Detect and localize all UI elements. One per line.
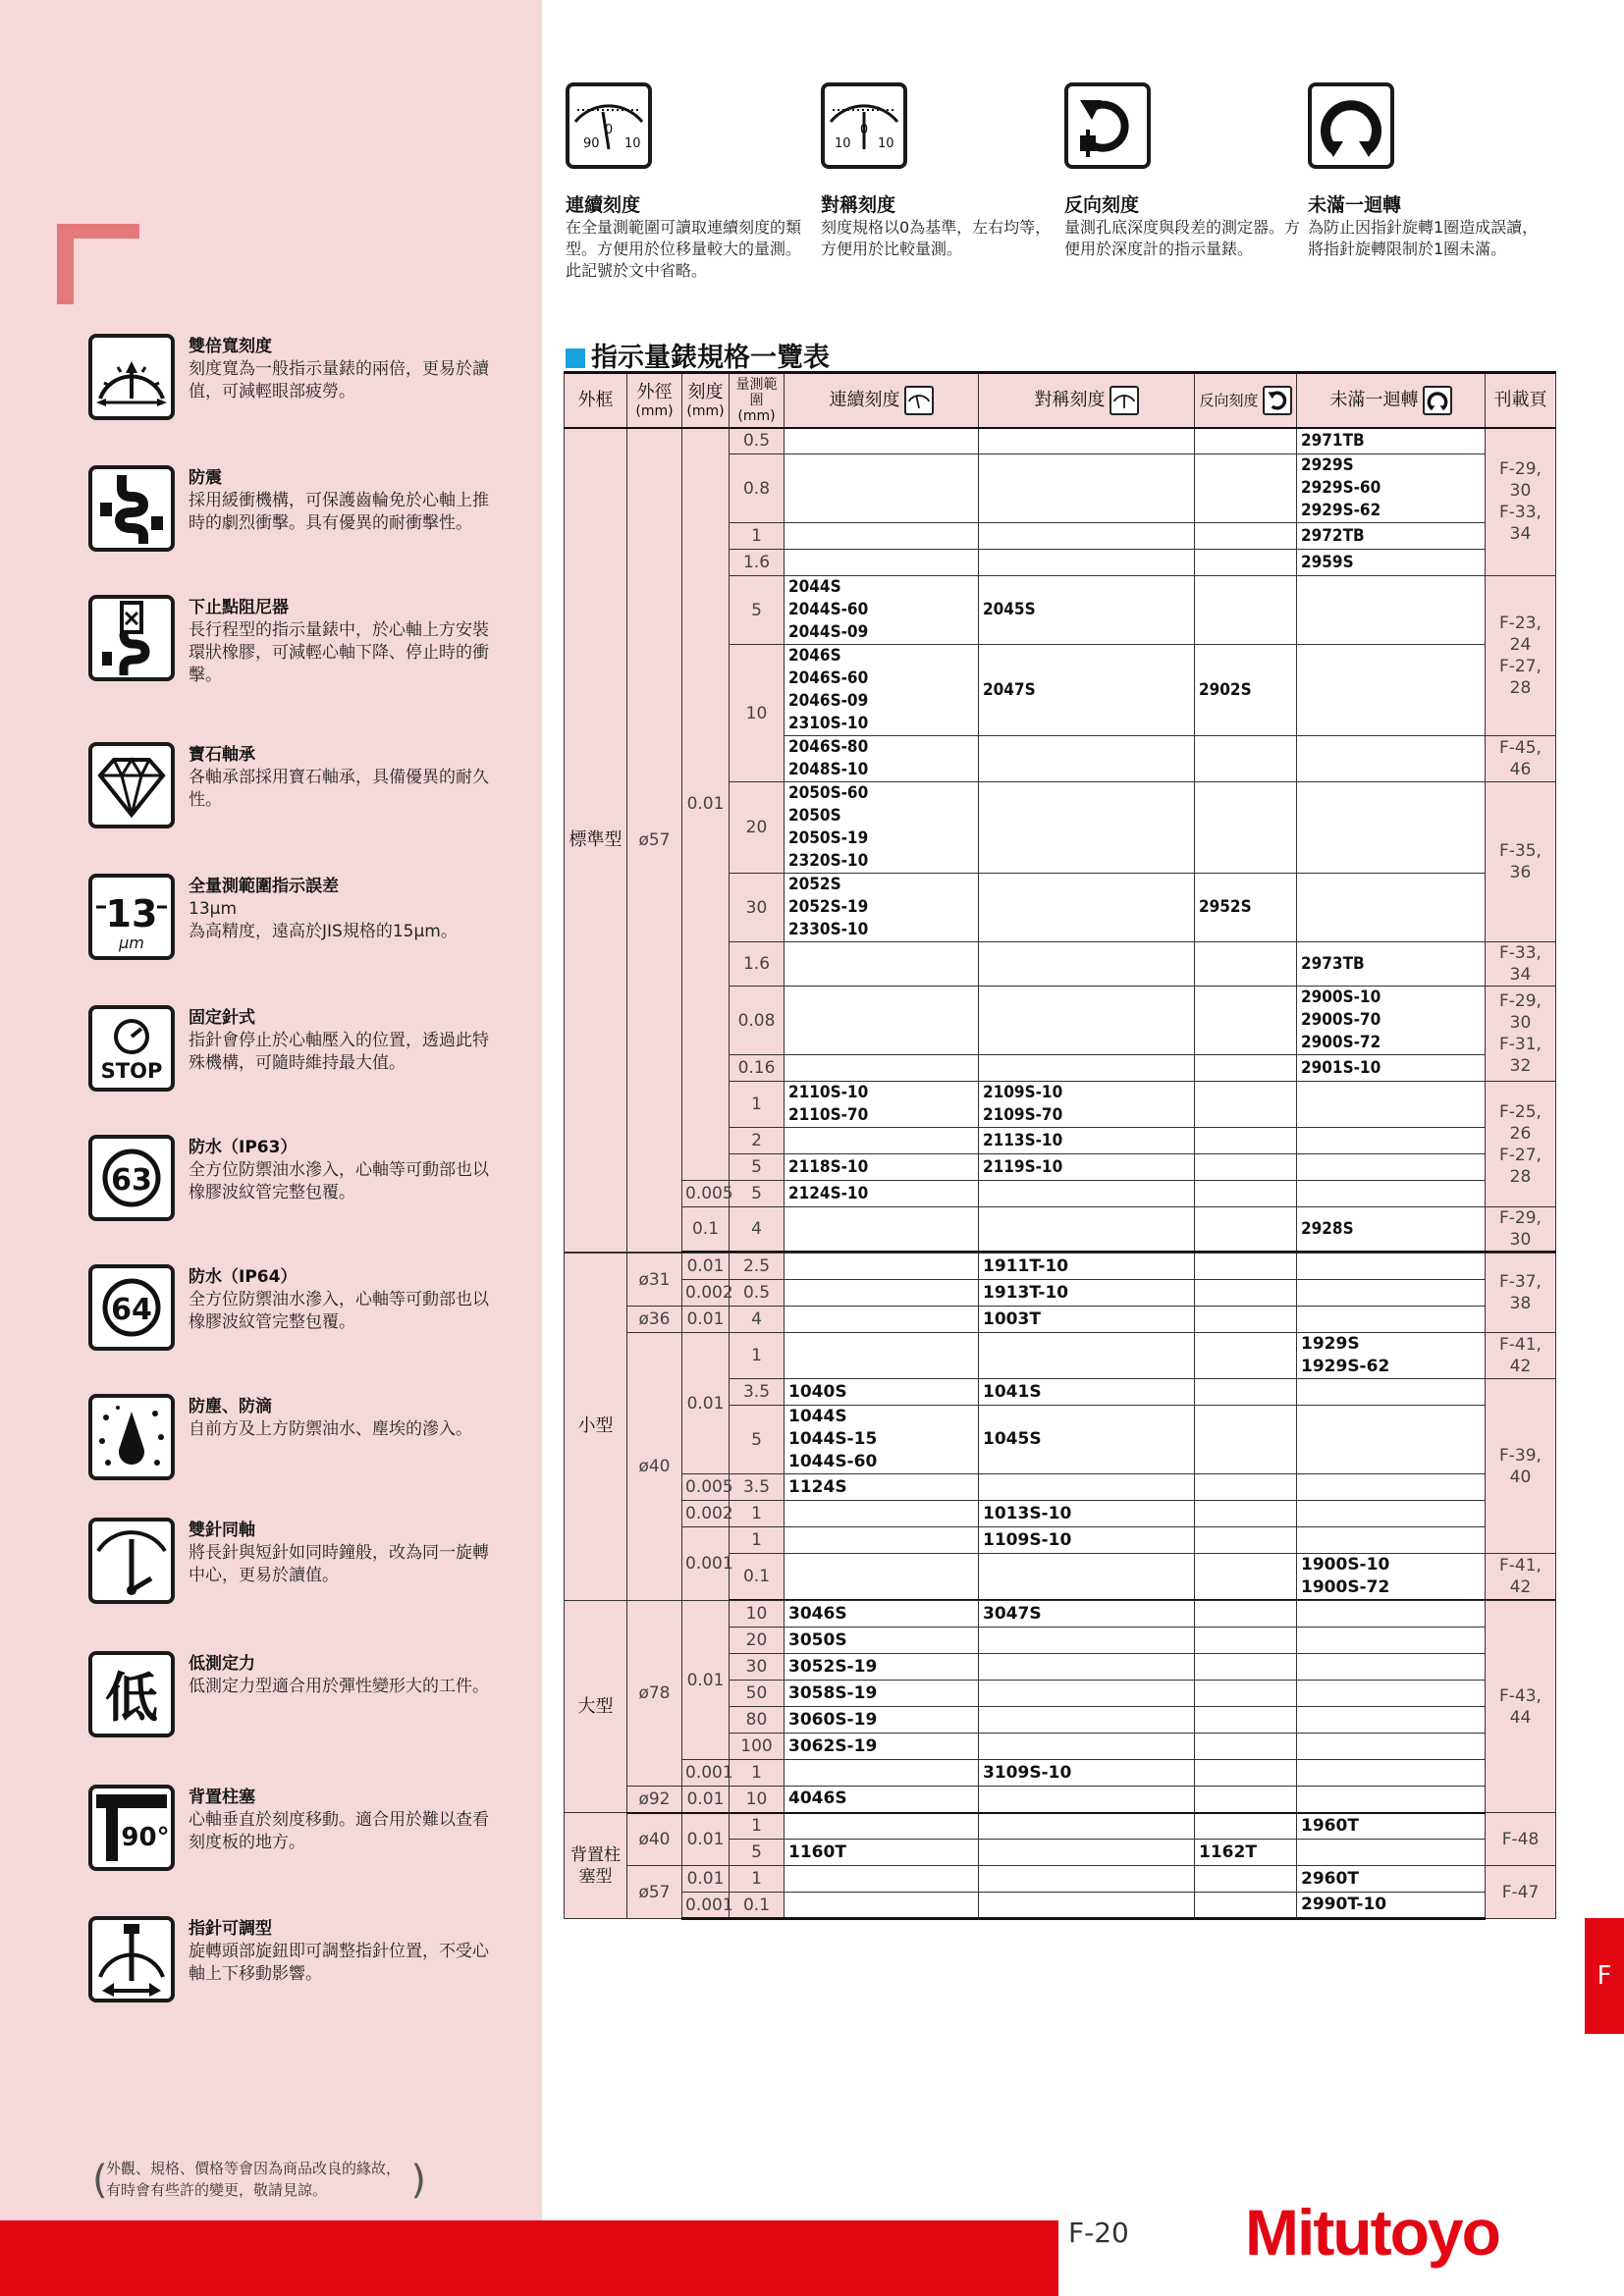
od-cell: ø92	[627, 1787, 682, 1813]
scale-title: 反向刻度	[1064, 194, 1140, 216]
col-continuous: 連續刻度	[785, 373, 979, 428]
range-cell: 50	[730, 1681, 785, 1707]
model-cell: 3047S	[979, 1601, 1195, 1628]
range-cell: 30	[730, 874, 785, 942]
feature-desc: 採用緩衝機構，可保護齒輪免於心軸上推時的劇烈衝擊。具有優異的耐衝擊性。	[189, 491, 489, 533]
table-title	[566, 336, 830, 374]
col-range: 量測範圍 (mm)	[730, 373, 785, 428]
page-ref: F-41, 42	[1486, 1554, 1556, 1601]
model-cell: 1013S-10	[979, 1501, 1195, 1527]
range-cell: 20	[730, 782, 785, 874]
ip63-icon	[88, 1135, 175, 1221]
feature-desc: 長行程型的指示量錶中，於心軸上方安裝環狀橡膠，可減輕心軸下降、停止時的衝擊。	[189, 620, 489, 685]
od-cell: ø78	[627, 1601, 682, 1787]
range-cell: 10	[730, 1601, 785, 1628]
model-cell: 1003T	[979, 1307, 1195, 1333]
feature-title: 防震	[189, 468, 222, 488]
table-row	[565, 1307, 1556, 1333]
model-cell: 2047S	[979, 645, 1195, 736]
spec-table	[564, 371, 1556, 1254]
table-row	[565, 1254, 1556, 1280]
range-cell: 1	[730, 1760, 785, 1787]
feature-shockproof	[88, 465, 501, 573]
feature-coaxial	[88, 1518, 501, 1626]
range-cell: 1	[730, 523, 785, 550]
brand-logo: Mitutoyo	[1245, 2196, 1499, 2269]
feature-desc: 各軸承部採用寶石軸承，具備優異的耐久性。	[189, 768, 489, 810]
scale-reverse	[1064, 82, 1310, 260]
table-row	[565, 1601, 1556, 1628]
feature-desc: 全方位防禦油水滲入，心軸等可動部也以橡膠波紋管完整包覆。	[189, 1290, 489, 1332]
model-cell: 1911T-10	[979, 1254, 1195, 1280]
page-ref: F-37, 38	[1486, 1254, 1556, 1333]
feature-title: 雙針同軸	[189, 1521, 255, 1540]
low-force-badge: 低	[105, 1667, 158, 1729]
feature-dustproof	[88, 1394, 501, 1502]
shockproof-icon	[88, 465, 175, 552]
spec-table-continued	[564, 1253, 1556, 1601]
model-cell: 2971TB	[1297, 428, 1486, 454]
range-cell: 2.5	[730, 1254, 785, 1280]
model-cell: 2046S 2046S-60 2046S-09 2310S-10	[785, 645, 979, 736]
scale-title: 對稱刻度	[821, 194, 896, 216]
page-ref: F-39, 40	[1486, 1379, 1556, 1554]
dial-label: 90	[583, 136, 600, 151]
feature-desc: 指針會停止於心軸壓入的位置，透過此特殊機構，可隨時維持最大值。	[189, 1031, 489, 1073]
grad-cell: 0.01	[682, 1333, 730, 1474]
grad-cell: 0.001	[682, 1527, 730, 1601]
page-ref: F-48	[1486, 1813, 1556, 1866]
page-number: F-20	[1068, 2216, 1129, 2249]
model-cell: 3058S-19	[785, 1681, 979, 1707]
table-row	[565, 1893, 1556, 1919]
feature-title: 防塵、防滴	[189, 1397, 272, 1416]
grad-cell: 0.01	[682, 1813, 730, 1866]
reverse-scale-icon	[1064, 82, 1151, 169]
model-cell: 2901S-10	[1297, 1055, 1486, 1082]
range-cell: 3.5	[730, 1474, 785, 1501]
table-row	[565, 1760, 1556, 1787]
range-cell: 4	[730, 1307, 785, 1333]
model-cell: 1044S 1044S-15 1044S-60	[785, 1406, 979, 1474]
model-cell: 3046S	[785, 1601, 979, 1628]
range-cell: 0.5	[730, 1280, 785, 1307]
feature-desc: 低測定力型適合用於彈性變形大的工件。	[189, 1677, 489, 1696]
table-row	[565, 1181, 1556, 1207]
model-cell: 2045S	[979, 576, 1195, 645]
table-row	[565, 1474, 1556, 1501]
range-cell: 5	[730, 1406, 785, 1474]
table-header-row	[565, 373, 1556, 428]
scale-desc: 刻度規格以0為基準，左右均等，方便用於比較量測。	[821, 218, 1052, 258]
symmetric-scale-icon	[1110, 386, 1139, 415]
page-ref: F-35, 36	[1486, 782, 1556, 942]
model-cell: 2972TB	[1297, 523, 1486, 550]
grad-cell: 0.01	[682, 428, 730, 1181]
model-cell: 1045S	[979, 1406, 1195, 1474]
spec-table-large	[564, 1600, 1556, 1920]
jewel-bearing-icon	[88, 742, 175, 828]
model-cell: 2952S	[1195, 874, 1297, 942]
feature-desc: 將長針與短針如同時鐘般，改為同一旋轉中心，更易於讀值。	[189, 1543, 489, 1585]
model-cell: 2902S	[1195, 645, 1297, 736]
range-cell: 0.5	[730, 428, 785, 454]
table-row	[565, 1527, 1556, 1554]
ip64-icon	[88, 1264, 175, 1351]
feature-wide-scale	[88, 334, 501, 442]
group-label: 背置柱塞型	[565, 1813, 627, 1919]
model-cell: 1913T-10	[979, 1280, 1195, 1307]
model-cell: 2046S-80 2048S-10	[785, 736, 979, 782]
accuracy-badge: 13	[105, 892, 158, 935]
group-label: 大型	[565, 1601, 627, 1813]
scale-continuous	[566, 82, 811, 282]
range-cell: 1	[730, 1082, 785, 1128]
range-cell: 80	[730, 1707, 785, 1734]
range-cell: 4	[730, 1207, 785, 1253]
grad-cell: 0.001	[682, 1893, 730, 1919]
model-cell: 2110S-10 2110S-70	[785, 1082, 979, 1128]
model-cell: 3050S	[785, 1628, 979, 1654]
model-cell: 4046S	[785, 1787, 979, 1813]
ip63-badge: 63	[111, 1163, 152, 1198]
page-ref: F-47	[1486, 1866, 1556, 1919]
dial-label: 10	[835, 136, 851, 151]
range-cell: 1	[730, 1866, 785, 1893]
feature-desc: 刻度寬為一般指示量錶的兩倍，更易於讀值，可減輕眼部疲勞。	[189, 359, 489, 401]
range-cell: 1	[730, 1813, 785, 1840]
footer-bar	[0, 2220, 1058, 2296]
ip64-badge: 64	[111, 1293, 152, 1327]
grad-cell: 0.01	[682, 1866, 730, 1893]
od-cell: ø57	[627, 428, 682, 1253]
grad-cell: 0.01	[682, 1601, 730, 1760]
range-cell: 1.6	[730, 550, 785, 576]
page-ref: F-23, 24 F-27, 28	[1486, 576, 1556, 736]
grad-cell: 0.01	[682, 1787, 730, 1813]
grad-cell: 0.01	[682, 1254, 730, 1280]
table-row	[565, 428, 1556, 454]
od-cell: ø31	[627, 1254, 682, 1307]
model-cell: 1960T	[1297, 1813, 1486, 1840]
coaxial-icon	[88, 1518, 175, 1604]
col-frame: 外框	[565, 373, 627, 428]
feature-ip63	[88, 1135, 501, 1243]
model-cell: 2052S 2052S-19 2330S-10	[785, 874, 979, 942]
symmetric-scale-icon	[821, 82, 907, 169]
accuracy-badge-unit: μm	[119, 934, 144, 952]
group-label: 標準型	[565, 428, 627, 1253]
table-row	[565, 1207, 1556, 1253]
range-cell: 1	[730, 1333, 785, 1379]
model-cell: 1041S	[979, 1379, 1195, 1406]
feature-ip64	[88, 1264, 501, 1372]
model-cell: 3060S-19	[785, 1707, 979, 1734]
model-cell: 1160T	[785, 1840, 979, 1866]
feature-desc: 心軸垂直於刻度移動。適合用於難以查看刻度板的地方。	[189, 1810, 489, 1852]
range-cell: 10	[730, 645, 785, 782]
page-ref: F-41, 42	[1486, 1333, 1556, 1379]
od-cell: ø57	[627, 1866, 682, 1919]
dial-label: 0	[859, 123, 869, 137]
feature-title: 下止點阻尼器	[189, 598, 289, 617]
model-cell: 1040S	[785, 1379, 979, 1406]
feature-desc: 旋轉頭部旋鈕即可調整指針位置，不受心軸上下移動影響。	[189, 1942, 489, 1984]
range-cell: 1	[730, 1501, 785, 1527]
model-cell: 3062S-19	[785, 1734, 979, 1760]
accuracy-13um-icon	[88, 874, 175, 960]
model-cell: 2109S-10 2109S-70	[979, 1082, 1195, 1128]
reverse-scale-icon	[1263, 386, 1292, 415]
under-one-turn-icon	[1308, 82, 1394, 169]
feature-stop	[88, 1005, 501, 1113]
feature-title: 指針可調型	[189, 1919, 272, 1939]
stop-badge: STOP	[100, 1059, 163, 1083]
feature-low-force	[88, 1651, 501, 1759]
col-od: 外徑 (mm)	[627, 373, 682, 428]
feature-title: 防水（IP63）	[189, 1138, 298, 1157]
feature-title: 全量測範圍指示誤差	[189, 877, 339, 896]
scale-desc: 為防止因指針旋轉1圈造成誤讀，將指針旋轉限制於1圈未滿。	[1308, 218, 1539, 258]
scale-symmetric	[821, 82, 1066, 260]
page-ref: F-25, 26 F-27, 28	[1486, 1082, 1556, 1207]
feature-desc: 自前方及上方防禦油水、塵埃的滲入。	[189, 1419, 472, 1439]
feature-damper	[88, 595, 501, 703]
model-cell: 3052S-19	[785, 1654, 979, 1681]
table-row	[565, 1501, 1556, 1527]
scale-under-one	[1308, 82, 1553, 260]
od-cell: ø40	[627, 1333, 682, 1601]
model-cell: 2119S-10	[979, 1154, 1195, 1181]
grad-cell: 0.1	[682, 1207, 730, 1253]
model-cell: 1109S-10	[979, 1527, 1195, 1554]
table-row	[565, 1280, 1556, 1307]
range-cell: 0.1	[730, 1893, 785, 1919]
page-ref: F-33, 34	[1486, 942, 1556, 987]
range-cell: 20	[730, 1628, 785, 1654]
model-cell: 1162T	[1195, 1840, 1297, 1866]
under-one-turn-icon	[1423, 386, 1452, 415]
page-ref: F-45, 46	[1486, 736, 1556, 782]
model-cell: 1124S	[785, 1474, 979, 1501]
table-row	[565, 1813, 1556, 1840]
model-cell: 2124S-10	[785, 1181, 979, 1207]
grad-cell: 0.005	[682, 1474, 730, 1501]
back-plunger-icon	[88, 1785, 175, 1871]
feature-title: 防水（IP64）	[189, 1267, 298, 1287]
col-reverse: 反向刻度	[1195, 373, 1297, 428]
back-plunger-badge: 90°	[121, 1823, 170, 1852]
model-cell: 2050S-60 2050S 2050S-19 2320S-10	[785, 782, 979, 874]
model-cell: 2044S 2044S-60 2044S-09	[785, 576, 979, 645]
range-cell: 0.08	[730, 987, 785, 1055]
section-tab[interactable]: F	[1585, 1918, 1624, 2034]
feature-accuracy	[88, 874, 501, 982]
model-cell: 3109S-10	[979, 1760, 1195, 1787]
page-ref: F-29, 30 F-31, 32	[1486, 987, 1556, 1082]
feature-title: 雙倍寬刻度	[189, 337, 272, 356]
col-page: 刊載頁	[1486, 373, 1556, 428]
model-cell: 2959S	[1297, 550, 1486, 576]
scale-desc: 量測孔底深度與段差的測定器。方便用於深度計的指示量錶。	[1064, 218, 1301, 258]
range-cell: 0.1	[730, 1554, 785, 1601]
od-cell: ø36	[627, 1307, 682, 1333]
dial-label: 0	[604, 123, 614, 137]
feature-title: 固定針式	[189, 1008, 255, 1028]
feature-adjustable-pointer	[88, 1916, 501, 2024]
grad-cell: 0.002	[682, 1280, 730, 1307]
group-label: 小型	[565, 1254, 627, 1601]
dial-label: 10	[878, 136, 894, 151]
table-row	[565, 1333, 1556, 1379]
table-title-text: 指示量錶規格一覽表	[591, 343, 830, 373]
feature-title: 寶石軸承	[189, 745, 255, 765]
adjustable-pointer-icon	[88, 1916, 175, 2002]
range-cell: 1.6	[730, 942, 785, 987]
feature-back-plunger	[88, 1785, 501, 1893]
range-cell: 2	[730, 1128, 785, 1154]
range-cell: 5	[730, 1181, 785, 1207]
model-cell: 1929S 1929S-62	[1297, 1333, 1486, 1379]
grad-cell: 0.001	[682, 1760, 730, 1787]
grad-cell: 0.005	[682, 1181, 730, 1207]
feature-title: 背置柱塞	[189, 1788, 255, 1807]
feature-title: 低測定力	[189, 1654, 255, 1674]
page-ref: F-29, 30 F-33, 34	[1486, 428, 1556, 576]
feature-subtitle: 13μm	[189, 899, 238, 919]
scale-desc: 在全量測範圍可讀取連續刻度的類型。方便用於位移量較大的量測。此記號於文中省略。	[566, 218, 802, 280]
range-cell: 3.5	[730, 1379, 785, 1406]
range-cell: 30	[730, 1654, 785, 1681]
od-cell: ø40	[627, 1813, 682, 1866]
feature-desc: 全方位防禦油水滲入，心軸等可動部也以橡膠波紋管完整包覆。	[189, 1160, 489, 1202]
damper-icon	[88, 595, 175, 681]
disclaimer: ( 外觀、規格、價格等會因為商品改良的緣故，有時會有些許的變更，敬請見諒。 )	[94, 2158, 424, 2201]
model-cell: 2929S 2929S-60 2929S-62	[1297, 454, 1486, 523]
corner-mark-vertical	[57, 224, 74, 304]
page-ref: F-43, 44	[1486, 1601, 1556, 1813]
dial-label: 10	[624, 136, 641, 151]
range-cell: 5	[730, 576, 785, 645]
model-cell: 2113S-10	[979, 1128, 1195, 1154]
wide-scale-icon	[88, 334, 175, 420]
low-force-icon	[88, 1651, 175, 1737]
feature-jewel-bearing	[88, 742, 501, 850]
range-cell: 0.16	[730, 1055, 785, 1082]
col-symmetric: 對稱刻度	[979, 373, 1195, 428]
range-cell: 0.8	[730, 454, 785, 523]
scale-title: 連續刻度	[566, 194, 641, 216]
model-cell: 2973TB	[1297, 942, 1486, 987]
page-ref: F-29, 30	[1486, 1207, 1556, 1253]
range-cell: 100	[730, 1734, 785, 1760]
range-cell: 10	[730, 1787, 785, 1813]
model-cell: 1900S-10 1900S-72	[1297, 1554, 1486, 1601]
model-cell: 2118S-10	[785, 1154, 979, 1181]
title-square-icon	[566, 348, 585, 368]
model-cell: 2960T	[1297, 1866, 1486, 1893]
dustproof-icon	[88, 1394, 175, 1480]
col-grad: 刻度 (mm)	[682, 373, 730, 428]
range-cell: 1	[730, 1527, 785, 1554]
table-row	[565, 1787, 1556, 1813]
model-cell: 2900S-10 2900S-70 2900S-72	[1297, 987, 1486, 1055]
col-under-one: 未滿一迴轉	[1297, 373, 1486, 428]
scale-title: 未滿一迴轉	[1308, 194, 1402, 216]
model-cell: 2990T-10	[1297, 1893, 1486, 1919]
range-cell: 5	[730, 1154, 785, 1181]
grad-cell: 0.01	[682, 1307, 730, 1333]
feature-desc: 為高精度，遠高於JIS規格的15μm。	[189, 922, 458, 941]
stop-icon	[88, 1005, 175, 1092]
continuous-scale-icon	[904, 386, 934, 415]
continuous-scale-icon	[566, 82, 652, 169]
grad-cell: 0.002	[682, 1501, 730, 1527]
model-cell: 2928S	[1297, 1207, 1486, 1253]
table-row	[565, 1866, 1556, 1893]
range-cell: 5	[730, 1840, 785, 1866]
